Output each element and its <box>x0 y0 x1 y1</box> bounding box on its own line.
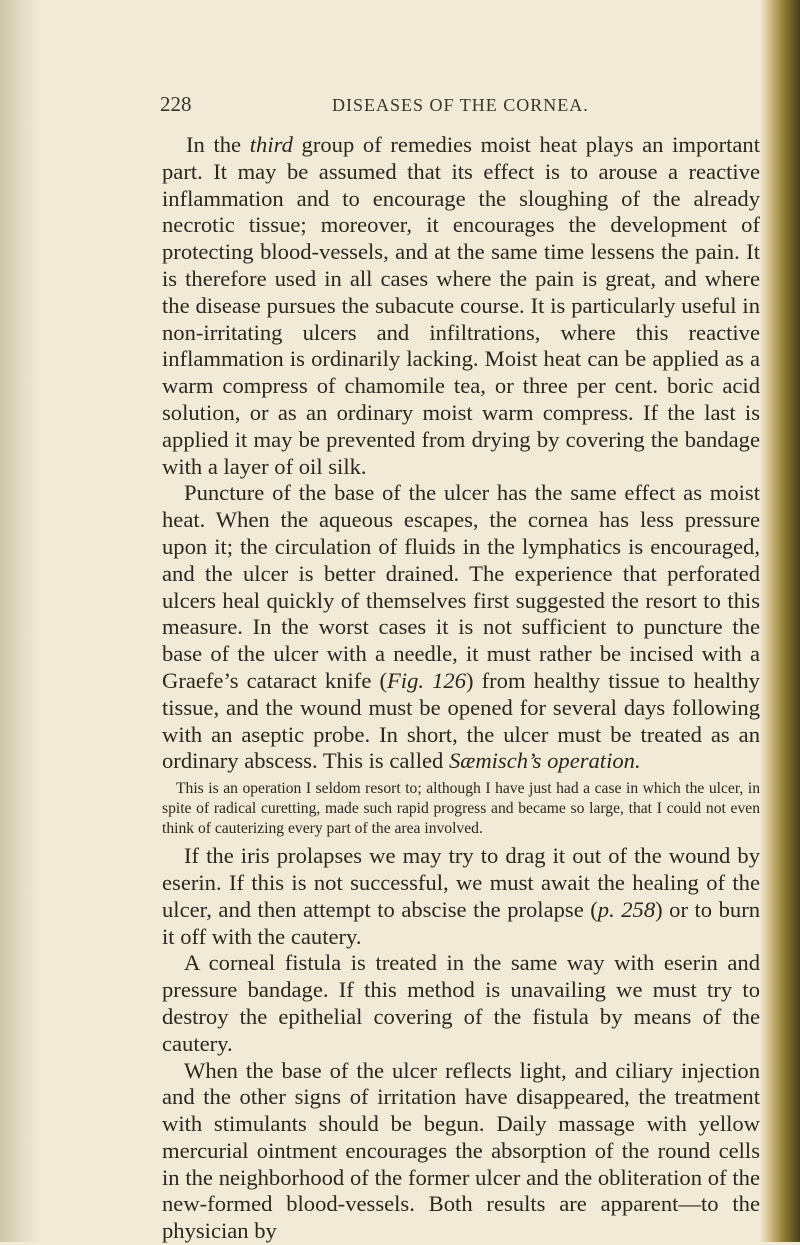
page-left-edge <box>0 0 42 1242</box>
operation-name: Sæmisch’s operation. <box>449 748 641 773</box>
emphasis-third: third <box>250 132 293 157</box>
page-reference: p. 258 <box>598 897 655 922</box>
page-number: 228 <box>160 92 208 117</box>
page-right-edge <box>760 0 800 1242</box>
figure-reference: Fig. 126 <box>387 668 466 693</box>
paragraph-corneal-fistula: A corneal fistula is treated in the same way with eserin and pressure bandage. If this method is unavailing we must try to destroy the epithelial covering of the fistula by means of the cautery. <box>162 950 760 1057</box>
body-text <box>162 132 760 1245</box>
paragraph-puncture: Puncture of the base of the ulcer has the same effect as moist heat. When the aqueous escapes, the cornea has less pressure upon it; the circulation of fluids in the lymphatics is encouraged, and the ulcer is better drained. The experience that perforated ulcers heal quickly of themselves first suggested the resort to this measure. In the worst cases it is not sufficient to puncture the base of the ulcer with a needle, it must rather be incised with a Graefe’s cataract knife (Fig. 126) from healthy tissue to healthy tissue, and the wound must be opened for several days following with an aseptic probe. In short, the ulcer must be treated as an ordinary abscess. This is called Sæmisch’s operation. <box>162 480 760 775</box>
paragraph-stimulants: When the base of the ulcer reflects light, and ciliary injection and the other signs of irritation have disappeared, the treatment with stimulants should be begun. Daily massage with yellow mercurial ointment encourages the absorption of the round cells in the neighborhood of the former ulcer and the obliteration of the new-formed blood-vessels. Both results are apparent—to the physician by <box>162 1058 760 1245</box>
footnote-remark: This is an operation I seldom resort to; although I have just had a case in which the ulcer, in spite of radical curetting, made such rapid progress and became so large, that I could not even think of cauterizing every part of the area involved. <box>162 779 760 839</box>
paragraph-iris-prolapse: If the iris prolapses we may try to drag it out of the wound by eserin. If this is not successful, we must await the healing of the ulcer, and then attempt to abscise the prolapse (p. 258) or to burn it off with the cautery. <box>162 843 760 950</box>
page-header <box>160 92 760 117</box>
running-title: DISEASES OF THE CORNEA. <box>332 95 589 116</box>
paragraph-moist-heat: In the third group of remedies moist heat plays an important part. It may be assumed that its effect is to arouse a reactive inflammation and to encourage the sloughing of the already necrotic tissue; moreover, it encourages the development of protecting blood-vessels, and at the same time lessens the pain. It is therefore used in all cases where the pain is great, and where the disease pursues the subacute course. It is particularly useful in non-irritating ulcers and infiltrations, where this reactive inflammation is ordinarily lacking. Moist heat can be applied as a warm compress of chamomile tea, or three per cent. boric acid solution, or as an ordinary moist warm compress. If the last is applied it may be prevented from drying by covering the bandage with a layer of oil silk. <box>162 132 760 480</box>
